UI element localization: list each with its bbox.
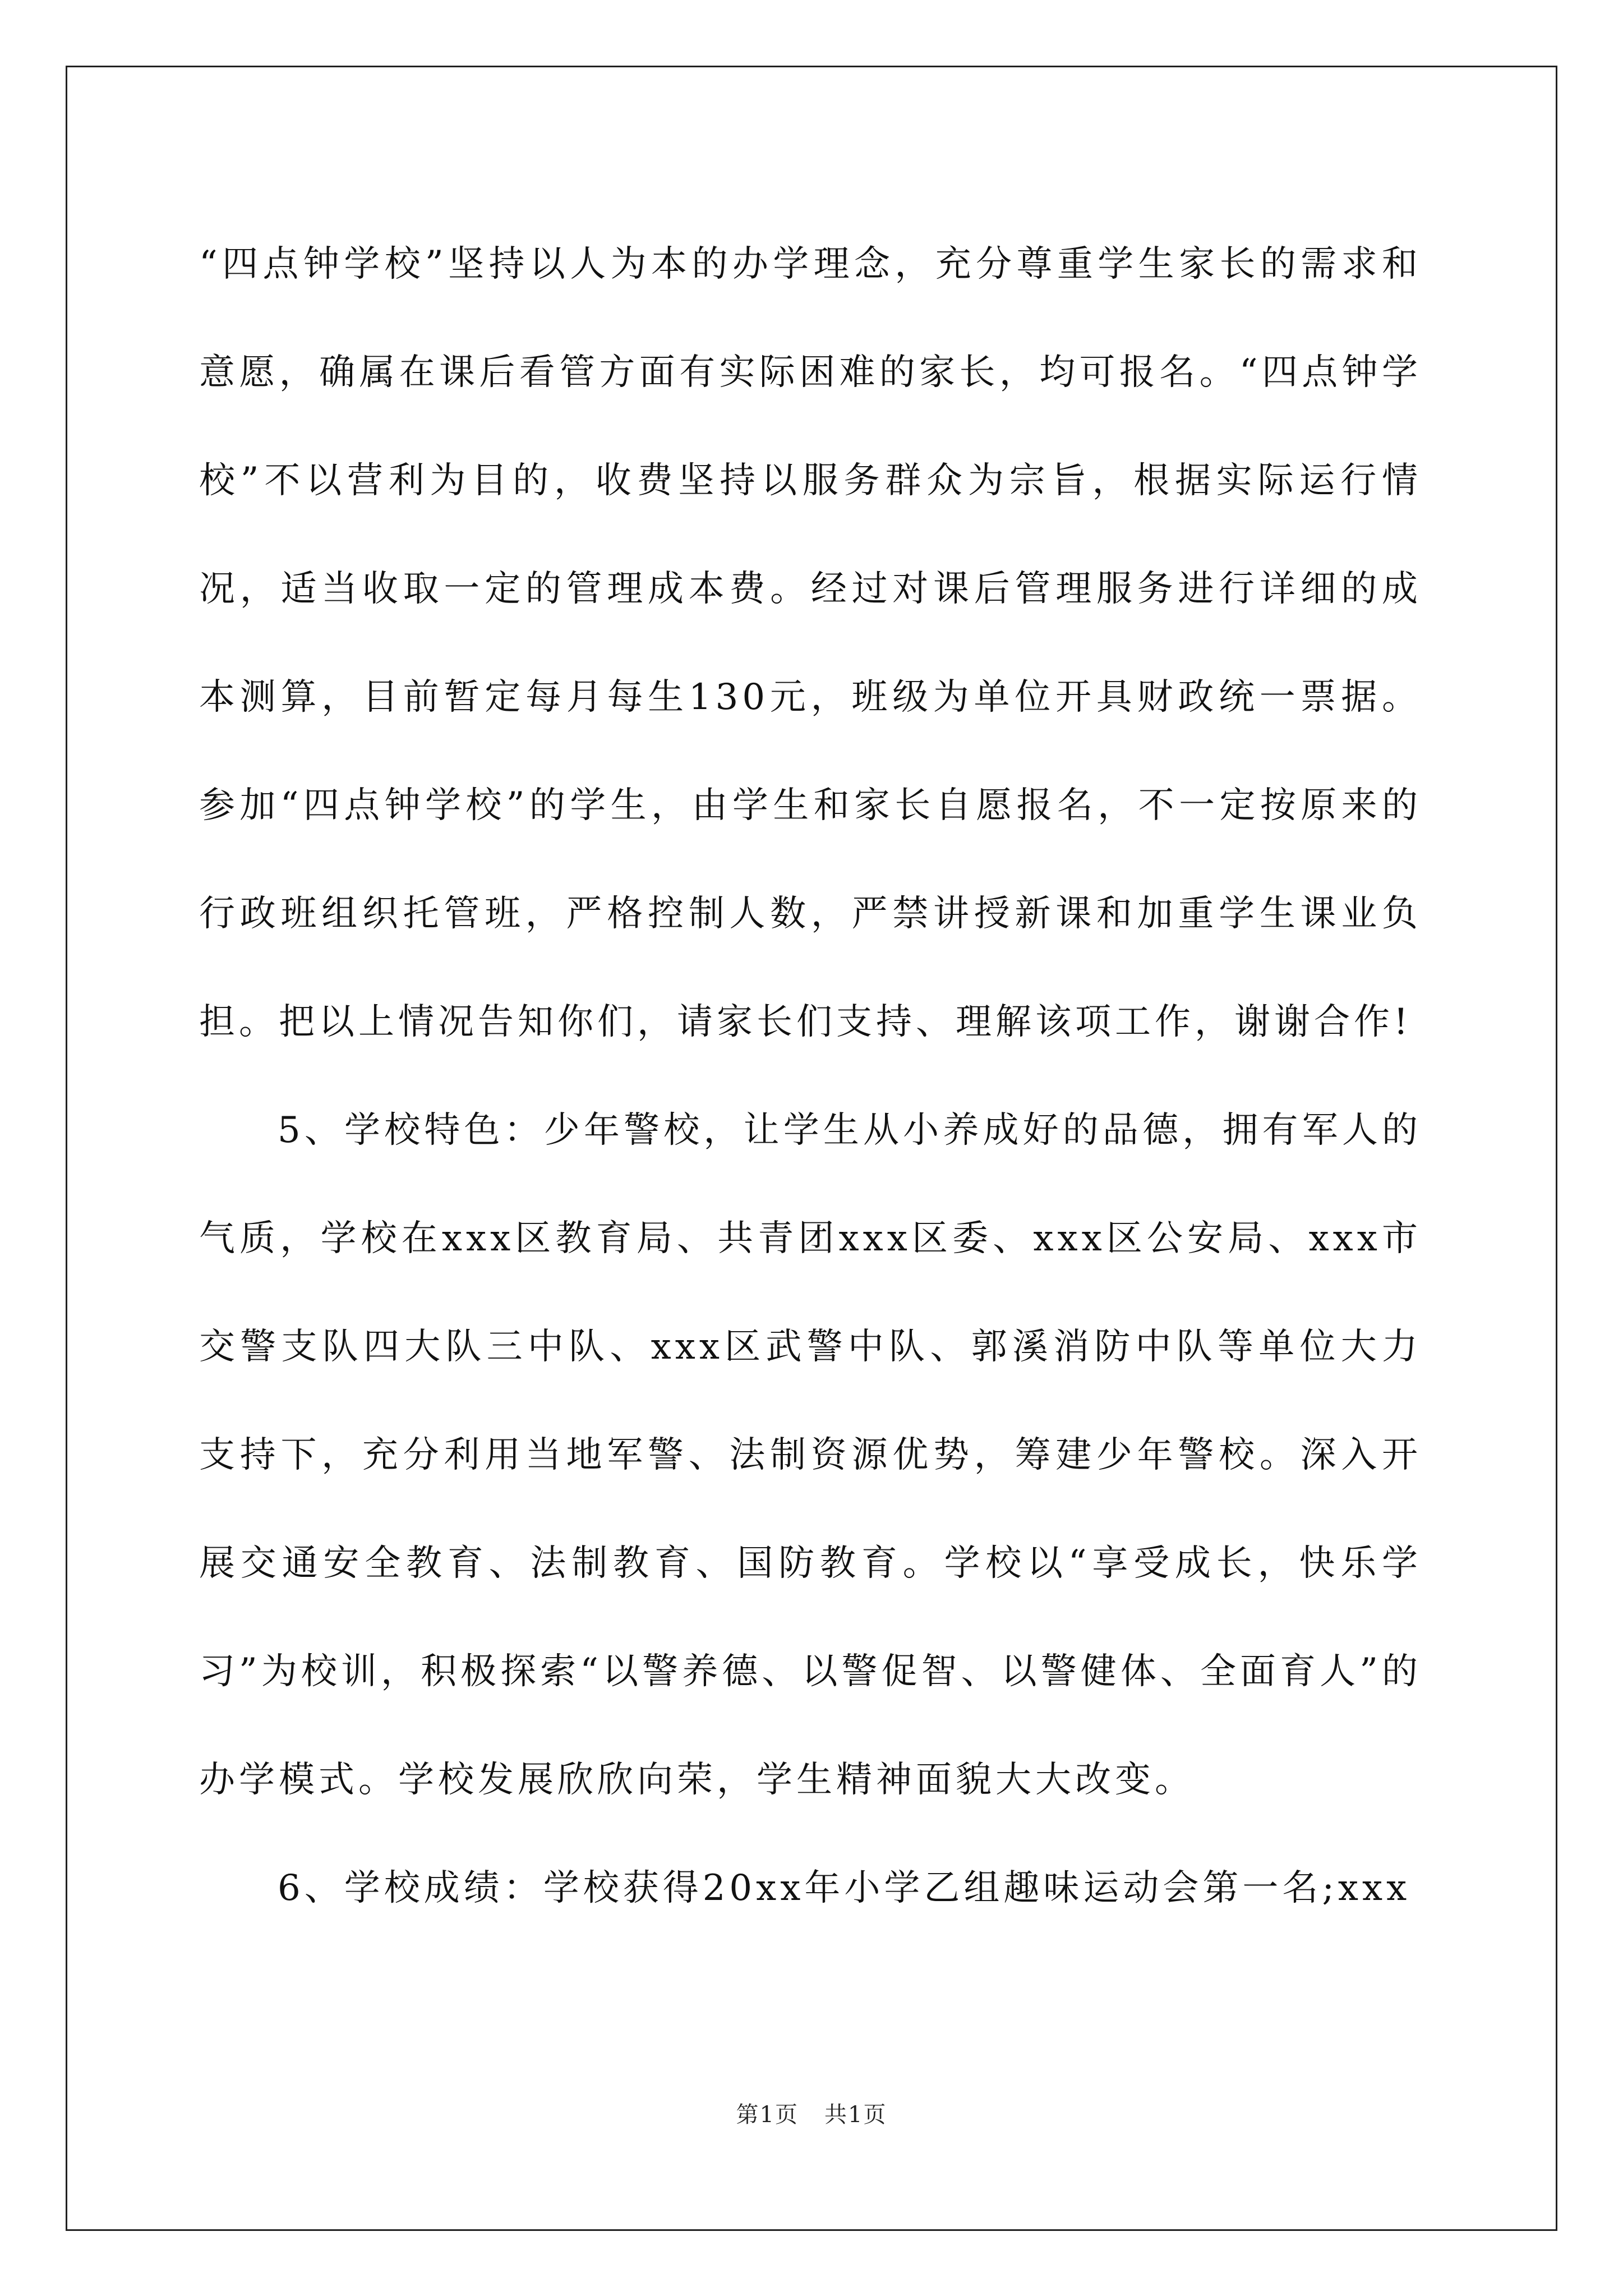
page-footer (0, 2101, 1623, 2129)
paragraph-school-achievements: 6、学校成绩：学校获得20xx年小学乙组趣味运动会第一名;xxx (278, 1867, 1411, 1909)
page-number-total: 共1页 (824, 2102, 887, 2128)
paragraph-after-school-program: “四点钟学校”坚持以人为本的办学理念，充分尊重学生家长的需求和意愿，确属在课后看管方面有实际困难的家长，均可报名。“四点钟学校”不以营利为目的，收费坚持以服务群众为宗旨，根据实际运行情况，适当收取一定的管理成本费。经过对课后管理服务进行详细的成本测算，目前暂定每月每生130元，班级为单位开具财政统一票据。参加“四点钟学校”的学生，由学生和家长自愿报名，不一定按原来的行政班组织托管班，严格控制人数，严禁讲授新课和加重学生课业负担。把以上情况告知你们，请家长们支持、理解该项工作，谢谢合作! (199, 243, 1422, 1043)
document-body (199, 210, 1422, 1943)
paragraph-school-features: 5、学校特色：少年警校，让学生从小养成好的品德，拥有军人的气质，学校在xxx区教育局、共青团xxx区委、xxx区公安局、xxx市交警支队四大队三中队、xxx区武警中队、郭溪消防中队等单位大力支持下，充分利用当地军警、法制资源优势，筹建少年警校。深入开展交通安全教育、法制教育、国防教育。学校以“享受成长，快乐学习”为校训，积极探索“以警养德、以警促智、以警健体、全面育人”的办学模式。学校发展欣欣向荣，学生精神面貌大大改变。 (199, 1110, 1422, 1801)
page-number-current: 第1页 (736, 2102, 799, 2128)
